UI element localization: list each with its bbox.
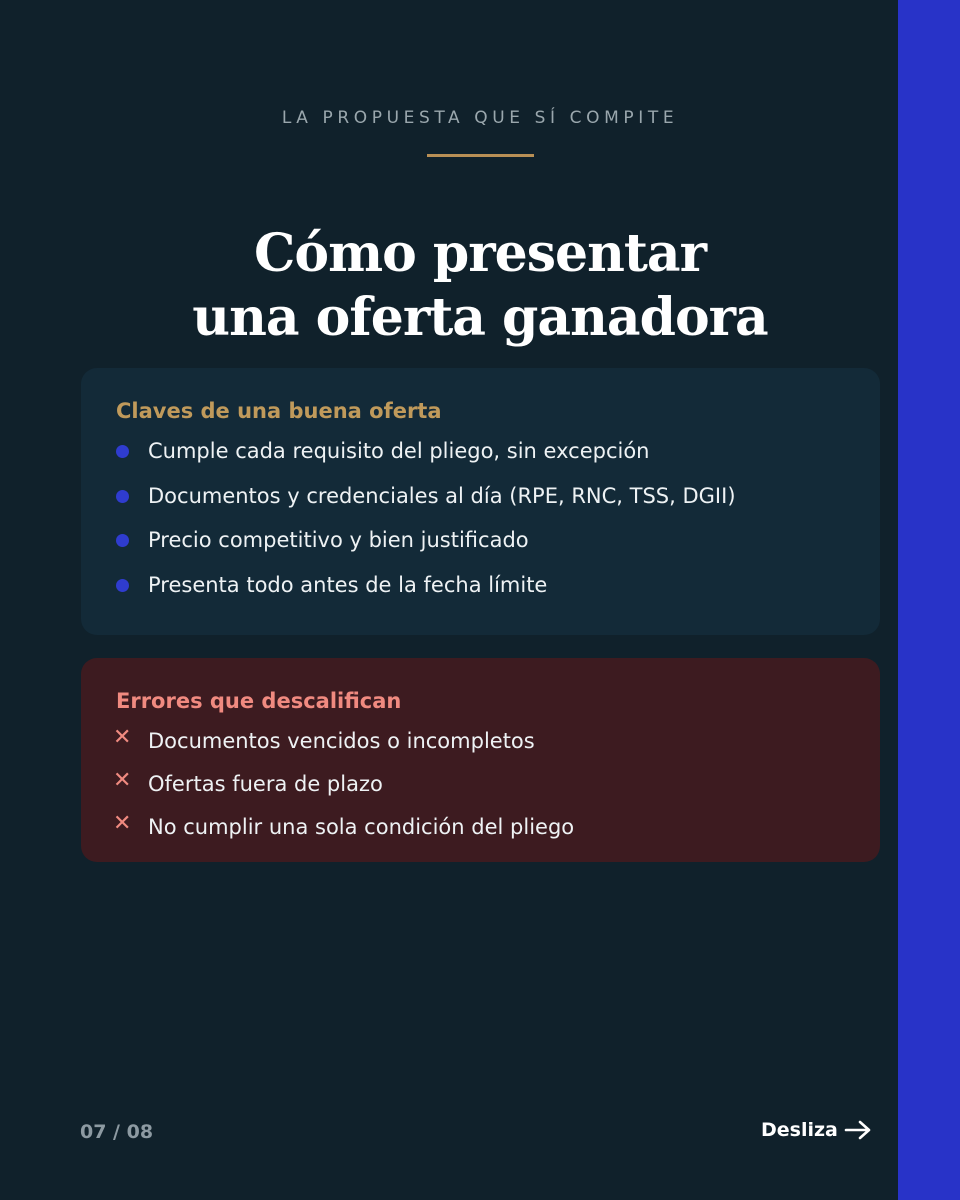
list-item-label: No cumplir una sola condición del pliego [148, 815, 575, 839]
list-item-label: Ofertas fuera de plazo [148, 772, 383, 796]
list-item [113, 768, 846, 812]
list-item [116, 525, 846, 570]
good-offer-card [81, 368, 880, 635]
list-item [116, 570, 846, 615]
cross-icon: ✕ [113, 768, 132, 793]
bullet-dot-icon [116, 579, 129, 592]
bullet-dot-icon [116, 534, 129, 547]
cross-icon: ✕ [113, 725, 132, 750]
list-item-label: Presenta todo antes de la fecha límite [148, 572, 548, 597]
accent-side-bar [898, 0, 960, 1200]
divider-rule [427, 154, 534, 157]
bullet-dot-icon [116, 490, 129, 503]
page-counter: 07 / 08 [80, 1121, 154, 1143]
cross-icon: ✕ [113, 811, 132, 836]
list-item [116, 436, 846, 481]
list-item [113, 811, 846, 855]
list-item [116, 481, 846, 526]
swipe-next-label: Desliza [761, 1119, 838, 1141]
list-item-label: Documentos vencidos o incompletos [148, 729, 535, 753]
errors-card-title: Errores que descalifican [116, 689, 402, 713]
eyebrow-label: LA PROPUESTA QUE SÍ COMPITE [281, 108, 679, 128]
swipe-next-button[interactable] [761, 1119, 872, 1141]
page-title [0, 222, 960, 350]
title-line-2: una oferta ganadora [192, 287, 768, 348]
title-line-1: Cómo presentar [254, 223, 706, 284]
disqualifying-errors-card [81, 658, 880, 862]
list-item-label: Documentos y credenciales al día (RPE, RNC, TSS, DGII) [148, 483, 736, 508]
list-item-label: Precio competitivo y bien justificado [148, 528, 529, 552]
list-item [113, 725, 846, 769]
arrow-right-icon [844, 1119, 872, 1141]
good-offer-card-title: Claves de una buena oferta [116, 399, 442, 423]
bullet-dot-icon [116, 445, 129, 458]
list-item-label: Cumple cada requisito del pliego, sin excepción [148, 439, 650, 463]
